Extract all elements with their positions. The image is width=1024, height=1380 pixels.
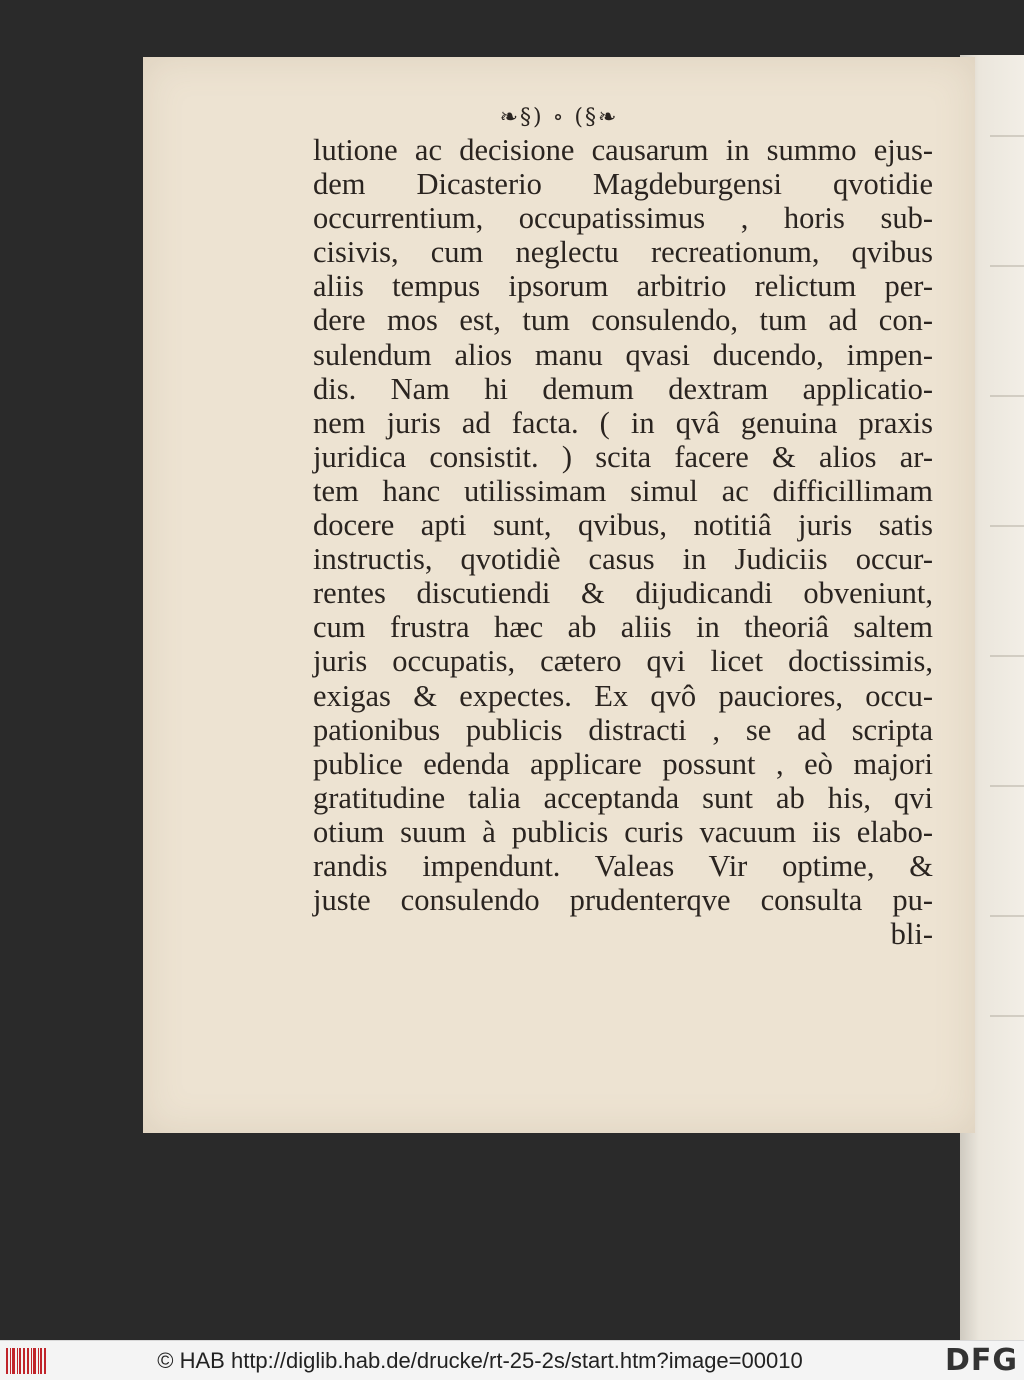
text-line: pationibus publicis distracti , se ad scripta: [313, 712, 933, 747]
text-line: cum frustra hæc ab aliis in theoriâ saltem: [313, 610, 933, 645]
text-line: docere apti sunt, qvibus, notitiâ juris satis: [313, 508, 933, 543]
text-line: tem hanc utilissimam simul ac difficillimam: [313, 473, 933, 508]
text-line: nem juris ad facta. ( in qvâ genuina praxis: [313, 405, 933, 440]
footer-bar: [0, 1340, 1024, 1380]
book-page: [143, 57, 975, 1133]
text-line: juste consulendo prudenterqve consulta pu-: [313, 883, 933, 918]
text-line: aliis tempus ipsorum arbitrio relictum per-: [313, 269, 933, 304]
text-line: randis impendunt. Valeas Vir optime, &: [313, 848, 933, 883]
text-line: dis. Nam hi demum dextram applicatio-: [313, 371, 933, 406]
page-text: [313, 133, 933, 951]
text-line: cisivis, cum neglectu recreationum, qvibus: [313, 235, 933, 270]
page-header-ornament: ❧§) ∘ (§❧: [499, 105, 619, 130]
dfg-logo[interactable]: DFG: [944, 1343, 1018, 1378]
text-line: gratitudine talia acceptanda sunt ab his, qvi: [313, 780, 933, 815]
text-line: juris occupatis, cætero qvi licet doctissimis,: [313, 644, 933, 679]
catchword: bli-: [890, 917, 933, 952]
text-line: occurrentium, occupatissimus , horis sub-: [313, 201, 933, 236]
copyright-url-text: © HAB http://diglib.hab.de/drucke/rt-25-2s/start.htm?image=00010: [157, 1348, 803, 1373]
text-line: exigas & expectes. Ex qvô pauciores, occu-: [313, 678, 933, 713]
text-line: sulendum alios manu qvasi ducendo, impen-: [313, 337, 933, 372]
text-line: rentes discutiendi & dijudicandi obveniunt,: [313, 576, 933, 611]
text-line: dem Dicasterio Magdeburgensi qvotidie: [313, 167, 933, 202]
text-line: instructis, qvotidiè casus in Judiciis occur-: [313, 542, 933, 577]
text-line: dere mos est, tum consulendo, tum ad con-: [313, 303, 933, 338]
barcode-icon[interactable]: [6, 1348, 46, 1374]
text-line: otium suum à publicis curis vacuum iis elabo-: [313, 814, 933, 849]
text-line: juridica consistit. ) scita facere & alios ar-: [313, 439, 933, 474]
text-line: lutione ac decisione causarum in summo ejus-: [313, 133, 933, 167]
text-line: publice edenda applicare possunt , eò majori: [313, 746, 933, 781]
